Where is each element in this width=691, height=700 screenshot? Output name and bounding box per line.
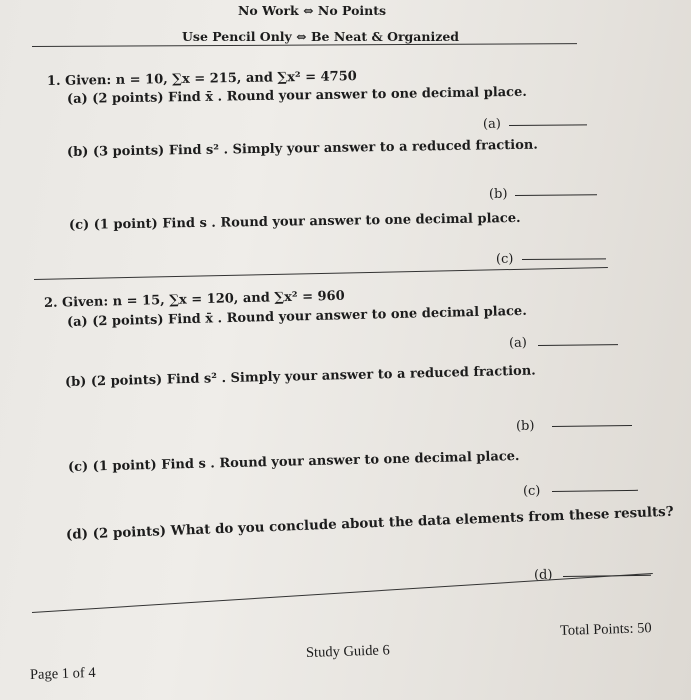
problem-2b-text: (b) (2 points) Find s² . Simply your answer to a reduced fraction. [64, 363, 536, 390]
answer-blank-1c[interactable] [522, 258, 606, 260]
problem-2d-label: (d) [533, 567, 553, 583]
problem-1b-label: (b) [488, 186, 508, 202]
answer-blank-1a[interactable] [509, 124, 587, 126]
answer-blank-2c[interactable] [552, 490, 638, 492]
header-line-2: Use Pencil Only ⇔ Be Neat & Organized [182, 29, 460, 44]
answer-blank-2a[interactable] [538, 344, 618, 346]
problem-1b-text: (b) (3 points) Find s² . Simply your answer to a reduced fraction. [66, 137, 538, 160]
problem-1a-label: (a) [482, 116, 502, 132]
problem-2a-text: (a) (2 points) Find x̄ . Round your answer to one decimal place. [66, 303, 527, 330]
problem-2d-text: (d) (2 points) What do you conclude about the data elements from these results? [65, 503, 674, 543]
problem-2c-text: (c) (1 point) Find s . Round your answer to one decimal place. [67, 448, 520, 475]
problem-divider [34, 267, 608, 280]
header-line-1: No Work ⇔ No Points [238, 3, 387, 18]
bottom-divider [32, 573, 653, 613]
problem-1-given: 1. Given: n = 10, ∑x = 215, and ∑x² = 4750 [46, 69, 357, 89]
total-points: Total Points: 50 [559, 620, 652, 639]
problem-2c-label: (c) [522, 483, 541, 499]
answer-blank-2b[interactable] [552, 425, 632, 427]
header-divider [32, 43, 577, 47]
problem-1a-text: (a) (2 points) Find x̄ . Round your answer to one decimal place. [66, 84, 527, 107]
study-guide-label: Study Guide 6 [305, 642, 390, 661]
problem-1c-text: (c) (1 point) Find s . Round your answer to one decimal place. [68, 210, 521, 233]
problem-2b-label: (b) [515, 418, 535, 434]
problem-1c-label: (c) [495, 251, 514, 267]
problem-2a-label: (a) [508, 335, 528, 351]
answer-blank-1b[interactable] [515, 194, 597, 196]
page-number: Page 1 of 4 [29, 664, 96, 683]
problem-2-given: 2. Given: n = 15, ∑x = 120, and ∑x² = 960 [43, 288, 345, 311]
